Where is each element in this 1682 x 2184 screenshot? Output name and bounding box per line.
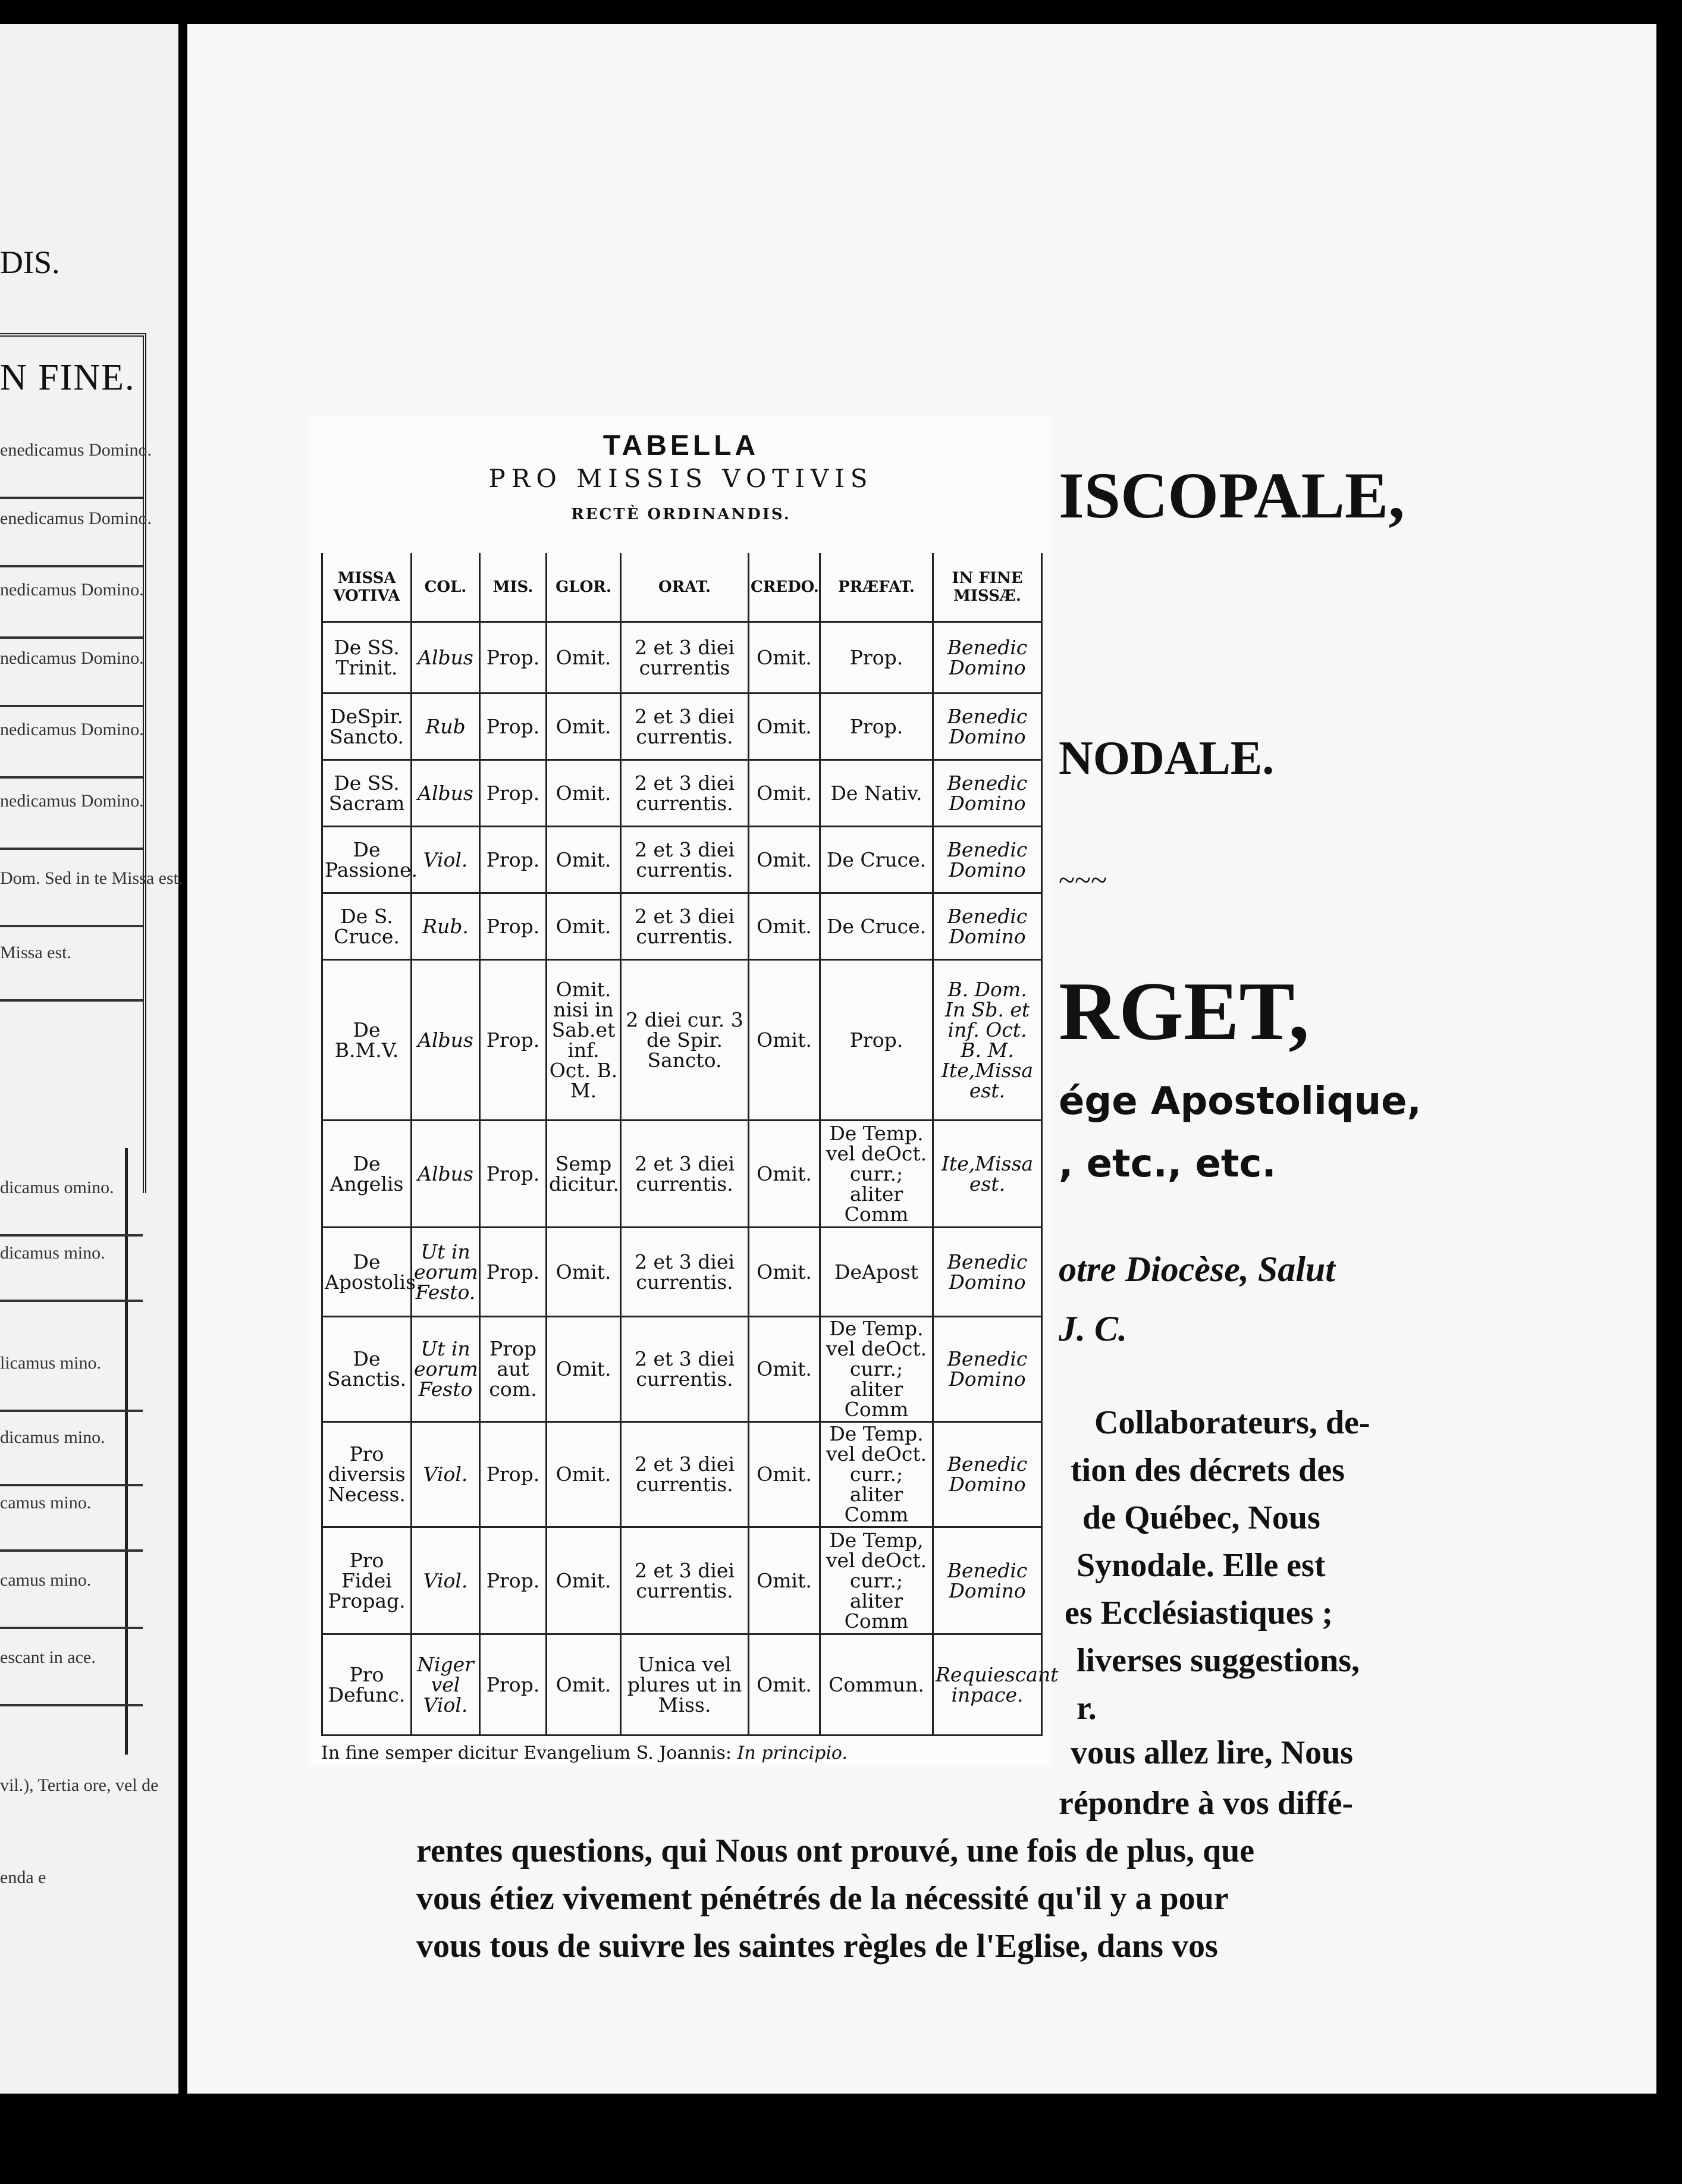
body-line: Synodale. Elle est	[1077, 1547, 1326, 1584]
left-page-rule	[0, 1704, 143, 1706]
tabella-cell: Omit. nisi in Sab.et inf. Oct. B. M.	[547, 960, 621, 1121]
tabella-cell: Benedic Domino	[933, 1422, 1042, 1527]
tabella-column-header: GLOR.	[547, 553, 621, 622]
tabella-cell: Omit.	[749, 960, 820, 1121]
tabella-cell: Rub	[412, 694, 480, 760]
tabella-cell: Viol.	[412, 1527, 480, 1634]
left-page-rule	[0, 1627, 143, 1629]
tabella-cell: Omit.	[749, 622, 820, 694]
tabella-cell: Omit.	[547, 1527, 621, 1634]
left-page-fragment: enedicamus Domino.	[0, 509, 152, 528]
address-line-1: otre Diocèse, Salut	[1059, 1250, 1335, 1289]
tabella-cell: Benedic Domino	[933, 1228, 1042, 1317]
tabella-cell: Prop.	[480, 1527, 547, 1634]
tabella-cell: De Passione.	[322, 827, 412, 893]
tabella-cell: Omit.	[749, 1422, 820, 1527]
bishop-name: RGET,	[1059, 965, 1310, 1058]
heading-episcopale: ISCOPALE,	[1059, 459, 1405, 532]
tabella-cell: Requiescant inpace.	[933, 1634, 1042, 1736]
left-page-rule	[0, 497, 143, 499]
tabella-cell: De Apostolis.	[322, 1228, 412, 1317]
tabella-cell: Omit.	[547, 760, 621, 827]
tabella-cell: De B.M.V.	[322, 960, 412, 1121]
ornament-rule: ~~~	[1059, 863, 1107, 896]
tabella-cell: Prop.	[480, 760, 547, 827]
left-page-fragment: nedicamus Domino.	[0, 648, 144, 668]
tabella-cell: 2 et 3 diei currentis.	[621, 760, 749, 827]
tabella-cell: 2 et 3 diei currentis	[621, 622, 749, 694]
tabella-cell: 2 et 3 diei currentis.	[621, 694, 749, 760]
tabella-cell: Prop.	[480, 893, 547, 960]
tabella-cell: Niger vel Viol.	[412, 1634, 480, 1736]
tabella-cell: Prop.	[820, 694, 933, 760]
tabella-insert	[309, 416, 1059, 1766]
tabella-footer-italic: In principio.	[737, 1743, 848, 1763]
tabella-column-header: PRÆFAT.	[820, 553, 933, 622]
tabella-cell: Benedic Domino	[933, 827, 1042, 893]
tabella-cell: Prop.	[820, 622, 933, 694]
tabella-cell: Omit.	[749, 760, 820, 827]
tabella-cell: Omit.	[547, 1317, 621, 1422]
tabella-cell: Omit.	[749, 893, 820, 960]
left-page-fragment: camus mino.	[0, 1493, 92, 1513]
left-page-rule	[0, 636, 143, 639]
tabella-cell: De SS. Trinit.	[322, 622, 412, 694]
tabella-title: TABELLA	[602, 430, 760, 462]
tabella-cell: 2 et 3 diei currentis.	[621, 1317, 749, 1422]
tabella-cell: Albus	[412, 960, 480, 1121]
tabella-column-header: MIS.	[480, 553, 547, 622]
tabella-cell: 2 et 3 diei currentis.	[621, 1527, 749, 1634]
tabella-cell: Unica vel plures ut in Miss.	[621, 1634, 749, 1736]
tabella-table	[321, 553, 1059, 1736]
tabella-cell: Viol.	[412, 1422, 480, 1527]
tabella-cell: Omit.	[749, 1317, 820, 1422]
tabella-cell: Prop.	[480, 827, 547, 893]
body-line: r.	[1077, 1690, 1097, 1727]
tabella-row	[322, 1634, 1042, 1736]
tabella-cell: De Cruce.	[820, 827, 933, 893]
tabella-cell: Omit.	[547, 1228, 621, 1317]
tabella-column-header: COL.	[412, 553, 480, 622]
left-page-rule	[0, 848, 143, 850]
tabella-cell: 2 et 3 diei currentis.	[621, 827, 749, 893]
left-page-fragment: camus mino.	[0, 1570, 92, 1590]
tabella-cell: De Cruce.	[820, 893, 933, 960]
tabella-body	[322, 622, 1059, 1736]
tabella-cell: Prop.	[480, 622, 547, 694]
body-line: vous tous de suivre les saintes règles de l'Eglise, dans vos	[416, 1928, 1218, 1965]
left-page-rule	[0, 1300, 143, 1302]
title-line-2: , etc., etc.	[1059, 1142, 1276, 1186]
tabella-cell: 2 et 3 diei currentis.	[621, 893, 749, 960]
tabella-cell: De S. Cruce.	[322, 893, 412, 960]
tabella-row	[322, 1317, 1042, 1422]
tabella-cell: De Temp. vel deOct. curr.; aliter Comm	[820, 1121, 933, 1228]
tabella-header-row	[322, 553, 1042, 622]
body-line: de Québec, Nous	[1082, 1499, 1320, 1536]
tabella-cell: Prop.	[820, 960, 933, 1121]
left-page-fragment: nedicamus Domino.	[0, 791, 144, 811]
left-page-rule	[0, 999, 143, 1002]
tabella-cell: DeApost	[820, 1228, 933, 1317]
tabella-cell: Benedic Domino	[933, 1317, 1042, 1422]
body-line: es Ecclésiastiques ;	[1065, 1595, 1333, 1631]
tabella-cell: Benedic Domino	[933, 893, 1042, 960]
tabella-cell: Benedic Domino	[933, 1527, 1042, 1634]
tabella-row	[322, 1228, 1042, 1317]
tabella-footer	[321, 1743, 848, 1763]
left-page-fragment: vil.), Tertia ore, vel de	[0, 1775, 159, 1795]
tabella-row	[322, 827, 1042, 893]
left-page-rule	[0, 925, 143, 927]
left-page-fragment: nedicamus Domino.	[0, 720, 144, 739]
tabella-column-header: MISSA VOTIVA	[322, 553, 412, 622]
left-page-header: DIS.	[0, 244, 60, 280]
tabella-row	[322, 1121, 1042, 1228]
tabella-row	[322, 893, 1042, 960]
tabella-cell: Omit.	[749, 1228, 820, 1317]
tabella-row	[322, 1422, 1042, 1527]
tabella-cell: Omit.	[547, 1422, 621, 1527]
left-page-rule	[0, 1549, 143, 1552]
tabella-cell: De Temp, vel deOct. curr.; aliter Comm	[820, 1527, 933, 1634]
left-page-rule	[0, 1234, 143, 1237]
tabella-cell: Ite,Missa est.	[933, 1121, 1042, 1228]
tabella-row	[322, 960, 1042, 1121]
tabella-cell: De Sanctis.	[322, 1317, 412, 1422]
tabella-cell: De Temp. vel deOct. curr.; aliter Comm	[820, 1317, 933, 1422]
tabella-cell: Omit.	[547, 893, 621, 960]
left-page-fragment: enedicamus Domino.	[0, 440, 152, 460]
tabella-cell: Omit.	[749, 694, 820, 760]
left-page-fragment: dicamus mino.	[0, 1243, 105, 1263]
tabella-cell: Pro Defunc.	[322, 1634, 412, 1736]
body-line: répondre à vos diffé-	[1059, 1785, 1354, 1822]
tabella-cell: Omit.	[547, 1634, 621, 1736]
title-line-1: ége Apostolique,	[1059, 1080, 1421, 1124]
left-page-rule	[0, 1484, 143, 1486]
tabella-cell: Omit.	[547, 694, 621, 760]
body-line: liverses suggestions,	[1077, 1642, 1360, 1679]
heading-synodale: NODALE.	[1059, 732, 1275, 785]
left-page-fragment: escant in ace.	[0, 1648, 96, 1667]
tabella-cell: 2 diei cur. 3 de Spir. Sancto.	[621, 960, 749, 1121]
tabella-cell: B. Dom. In Sb. et inf. Oct. B. M. Ite,Missa est.	[933, 960, 1042, 1121]
tabella-cell: Benedic Domino	[933, 760, 1042, 827]
left-page-fragment: Dom. Sed in te Missa est.	[0, 868, 183, 888]
tabella-row	[322, 760, 1042, 827]
tabella-cell: Pro Fidei Propag.	[322, 1527, 412, 1634]
tabella-row	[322, 1527, 1042, 1634]
left-page-fragment: enda e	[0, 1868, 46, 1887]
tabella-cell: Benedic Domino	[933, 694, 1042, 760]
tabella-cell: De Nativ.	[820, 760, 933, 827]
tabella-cell: 2 et 3 diei currentis.	[621, 1228, 749, 1317]
tabella-cell: Prop.	[480, 1228, 547, 1317]
tabella-row	[322, 622, 1042, 694]
left-page-fragment: dicamus mino.	[0, 1427, 105, 1447]
tabella-cell: Rub.	[412, 893, 480, 960]
tabella-cell: Benedic Domino	[933, 622, 1042, 694]
tabella-cell: Albus	[412, 622, 480, 694]
tabella-column-header: IN FINE MISSÆ.	[933, 553, 1042, 622]
tabella-cell: Omit.	[749, 1121, 820, 1228]
left-page-box	[0, 333, 146, 1193]
tabella-cell: Viol.	[412, 827, 480, 893]
tabella-cell: Semp dicitur.	[547, 1121, 621, 1228]
tabella-cell: DeSpir. Sancto.	[322, 694, 412, 760]
tabella-cell: Commun.	[820, 1634, 933, 1736]
tabella-cell: Ut in eorum Festo	[412, 1317, 480, 1422]
body-line: vous étiez vivement pénétrés de la nécessité qu'il y a pour	[416, 1880, 1229, 1917]
body-line: tion des décrets des	[1071, 1452, 1345, 1489]
tabella-cell: De Angelis	[322, 1121, 412, 1228]
body-line: rentes questions, qui Nous ont prouvé, une fois de plus, que	[416, 1832, 1255, 1869]
left-page-fragment: nedicamus Domino.	[0, 580, 144, 600]
tabella-cell: Omit.	[547, 827, 621, 893]
left-page-rule	[0, 705, 143, 707]
tabella-cell: Omit.	[547, 622, 621, 694]
tabella-column-header: CREDO.	[749, 553, 820, 622]
left-page-rule	[0, 565, 143, 567]
tabella-cell: Prop.	[480, 1121, 547, 1228]
tabella-cell: De Temp. vel deOct. curr.; aliter Comm	[820, 1422, 933, 1527]
tabella-footer-text: In fine semper dicitur Evangelium S. Joannis:	[321, 1743, 732, 1763]
tabella-cell: Ut in eorum Festo.	[412, 1228, 480, 1317]
tabella-column-header: ORAT.	[621, 553, 749, 622]
address-line-2: J. C.	[1059, 1309, 1128, 1348]
tabella-cell: Prop.	[480, 960, 547, 1121]
left-page-rule	[0, 1410, 143, 1412]
body-line: Collaborateurs, de-	[1094, 1404, 1370, 1441]
tabella-subtitle: PRO MISSIS VOTIVIS	[488, 464, 874, 493]
tabella-cell: Prop.	[480, 1422, 547, 1527]
tabella-cell: Prop aut com.	[480, 1317, 547, 1422]
tabella-subtitle-2: RECTÈ ORDINANDIS.	[571, 506, 791, 523]
left-page-fragment: Missa est.	[0, 943, 71, 962]
tabella-cell: Prop.	[480, 1634, 547, 1736]
left-page-box-title: N FINE.	[0, 357, 136, 398]
tabella-cell: Pro diversis Necess.	[322, 1422, 412, 1527]
tabella-cell: Omit.	[749, 1634, 820, 1736]
left-page-fragment: dicamus omino.	[0, 1178, 114, 1197]
tabella-cell: Omit.	[749, 827, 820, 893]
body-line: vous allez lire, Nous	[1071, 1734, 1353, 1771]
tabella-cell: 2 et 3 diei currentis.	[621, 1422, 749, 1527]
left-page-rule	[0, 776, 143, 779]
tabella-cell: Albus	[412, 760, 480, 827]
tabella-cell: De SS. Sacram	[322, 760, 412, 827]
tabella-cell: Prop.	[480, 694, 547, 760]
tabella-cell: Omit.	[749, 1527, 820, 1634]
tabella-cell: 2 et 3 diei currentis.	[621, 1121, 749, 1228]
tabella-row	[322, 694, 1042, 760]
tabella-cell: Albus	[412, 1121, 480, 1228]
left-page-fragment: licamus mino.	[0, 1353, 101, 1373]
